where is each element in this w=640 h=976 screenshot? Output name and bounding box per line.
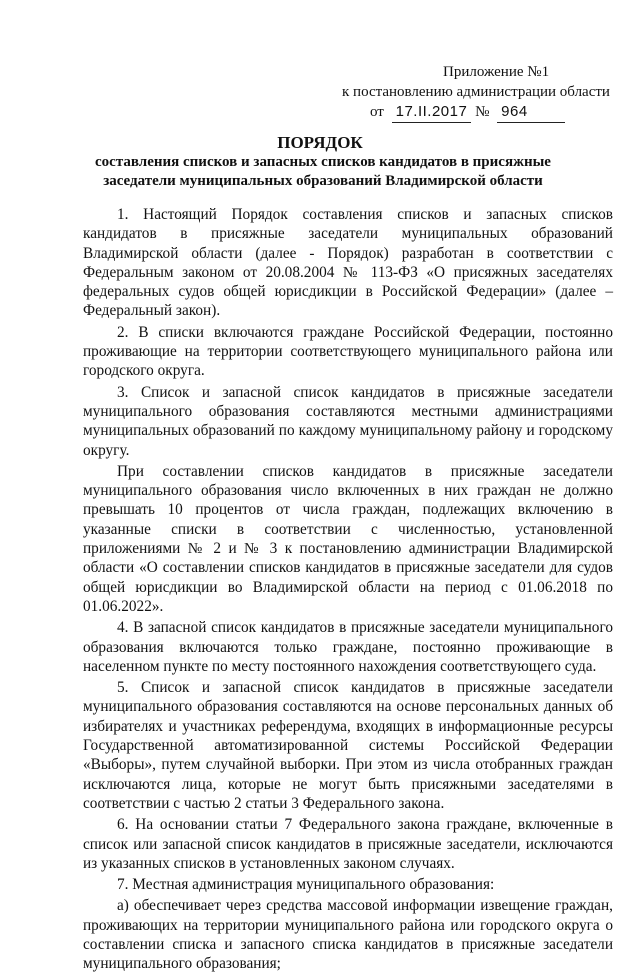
document-body	[83, 205, 613, 976]
resolution-number: 964	[497, 102, 565, 123]
appendix-label: Приложение №1	[443, 64, 550, 80]
resolution-date: 17.II.2017	[392, 102, 472, 123]
paragraph: 3. Список и запасной список кандидатов в присяжные заседатели муниципального образования составляются местными администрациями муниципальных образований по каждому муниципальному району и городскому округу.	[83, 383, 613, 459]
document-subtitle: составления списков и запасных списков кандидатов в присяжные заседатели муниципальных образований Владимирской области	[95, 154, 551, 189]
paragraph: При составлении списков кандидатов в присяжные заседатели муниципального образования число включенных в них граждан не должно превышать 10 процентов от числа граждан, подлежащих включению в указанные списки в соответствии с численностью, установленной приложениями № 2 и № 3 к постановлению администрации Владимирской области «О составлении списков кандидатов в присяжные заседатели для судов общей юрисдикции во Владимирской области на период с 01.06.2018 по 01.06.2022».	[83, 462, 613, 615]
document-title: ПОРЯДОК	[277, 133, 363, 152]
resolution-date-line	[330, 102, 620, 123]
paragraph: 2. В списки включаются граждане Российской Федерации, постоянно проживающие на территории соответствующего муниципального района или городского округа.	[83, 323, 613, 380]
paragraph: 6. На основании статьи 7 Федерального закона граждане, включенные в список или запасной список кандидатов в присяжные заседатели, исключаются из указанных списков в установленных законом случаях.	[83, 816, 613, 872]
resolution-reference: к постановлению администрации области	[342, 84, 610, 100]
document-header	[330, 62, 620, 123]
number-sign: №	[475, 104, 490, 120]
paragraph: а) обеспечивает через средства массовой информации извещение граждан, проживающих на территории муниципального района или городского округа о составлении списка и запасного списка кандидатов в присяжные заседатели муниципального образования;	[83, 897, 613, 973]
paragraph: 4. В запасной список кандидатов в присяжные заседатели муниципального образования включаются только граждане, постоянно проживающие в населенном пункте по месту постоянного нахождения соответствующего суда.	[83, 619, 613, 675]
from-label: от	[370, 104, 384, 120]
paragraph: 7. Местная администрация муниципального образования:	[117, 876, 495, 894]
paragraph: 5. Список и запасной список кандидатов в присяжные заседатели муниципального образования составляются на основе персональных данных об избирателях и участниках референдума, входящих в информационные ресурсы Государственной автоматизированной системы Российской Федерации «Выборы», путем случайной выборки. При этом из числа отобранных граждан исключаются лица, которые не могут быть присяжными заседателями в соответствии с частью 2 статьи 3 Федерального закона.	[83, 679, 613, 812]
paragraph: 1. Настоящий Порядок составления списков и запасных списков кандидатов в присяжные заседатели муниципальных образований Владимирской области (далее - Порядок) разработан в соответствии с Федеральным законом от 20.08.2004 № 113-ФЗ «О присяжных заседателях федеральных судов общей юрисдикции в Российской Федерации» (далее – Федеральный закон).	[83, 206, 613, 320]
